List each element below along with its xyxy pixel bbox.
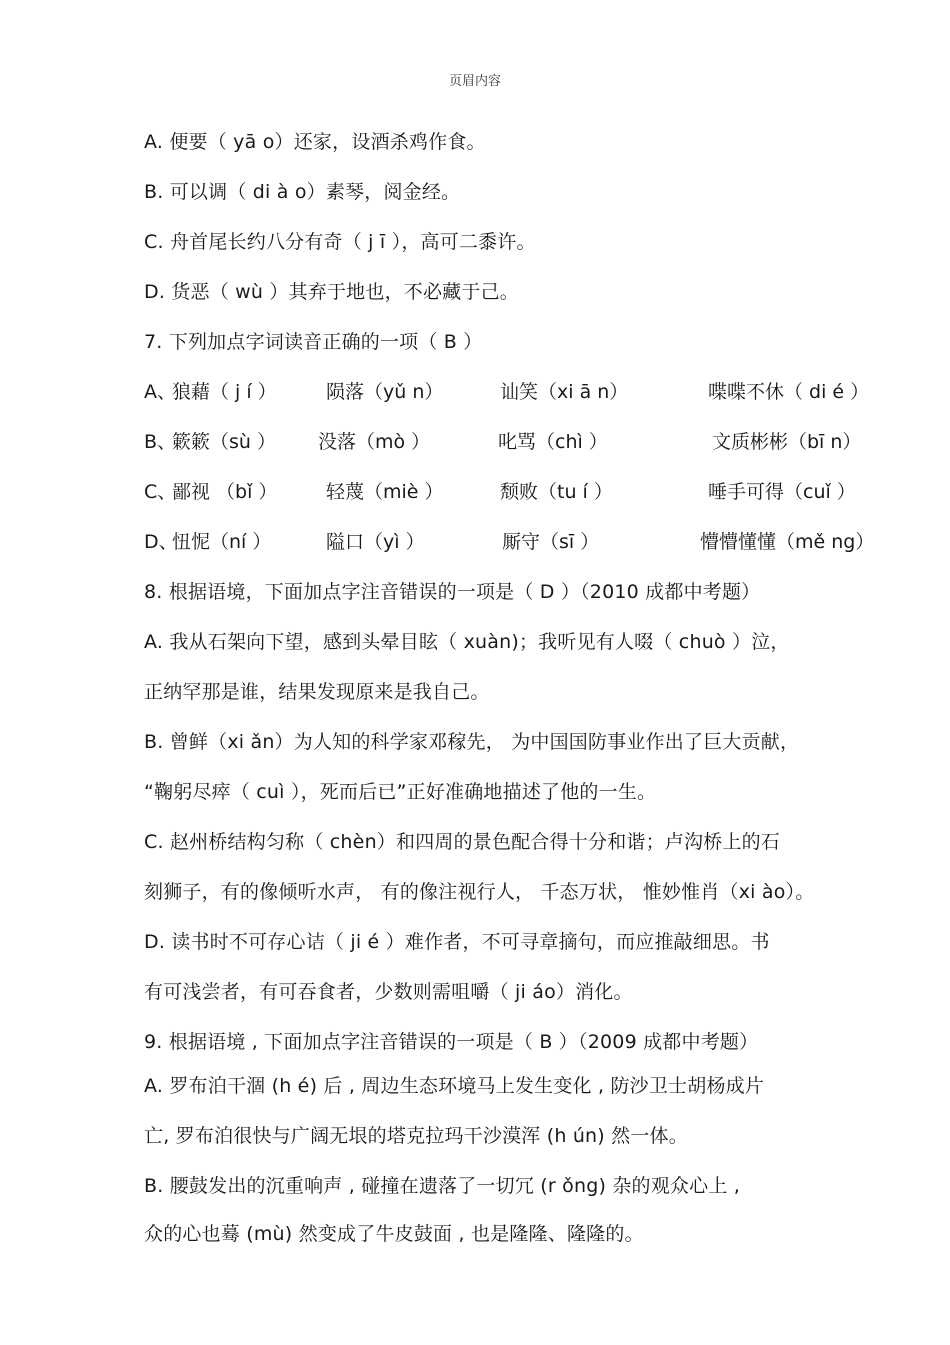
- q6-option-a: A. 便要（ yā o）还家，设酒杀鸡作食。: [144, 131, 486, 153]
- q8-option-b-line2: “鞠躬尽瘁（ cuì ），死而后已”正好准确地描述了他的一生。: [144, 781, 657, 803]
- q7-item: 讪笑（xi ā n）: [500, 381, 629, 403]
- q7-item: 狼藉（ j í ）: [172, 381, 277, 403]
- q8-option-a-line1: A. 我从石架向下望，感到头晕目眩（ xuàn)；我听见有人啜（ chuò ）泣，: [144, 631, 790, 653]
- q8-option-d-line1: D. 读书时不可存心诘（ ji é ）难作者，不可寻章摘句，而应推敲细思。书: [144, 931, 770, 953]
- q9-stem: 9. 根据语境 , 下面加点字注音错误的一项是（ B ）（2009 成都中考题）: [144, 1031, 759, 1053]
- page-header: 页眉内容: [448, 74, 501, 89]
- q7-row-a: [144, 380, 884, 404]
- q7-item: 颓败（tu í ）: [500, 481, 613, 503]
- q9-option-a-line1: A. 罗布泊干涸 (h é) 后 , 周边生态环境马上发生变化 , 防沙卫士胡杨成片: [144, 1075, 765, 1097]
- q7-item: 文质彬彬（bī n）: [712, 431, 862, 453]
- q8-option-d-line2: 有可浅尝者，有可吞食者，少数则需咀嚼（ ji áo）消化。: [144, 981, 633, 1003]
- q7-item: 厮守（sī ）: [502, 531, 600, 553]
- q7-item: 唾手可得（cuǐ ）: [708, 481, 856, 503]
- q7-row-label: B、: [144, 431, 177, 453]
- q7-item: 轻蔑（miè ）: [326, 481, 444, 503]
- q7-row-label: C、: [144, 481, 177, 503]
- q8-option-b-line1: B. 曾鲜（xi ǎn）为人知的科学家邓稼先， 为中国国防事业作出了巨大贡献，: [144, 731, 800, 753]
- q9-option-b-line2: 众的心也蓦 (mù) 然变成了牛皮鼓面 , 也是隆隆、隆隆的。: [144, 1223, 644, 1245]
- q7-row-label: A、: [144, 381, 176, 403]
- q7-row-b: [144, 430, 884, 454]
- q8-option-c-line1: C. 赵州桥结构匀称（ chèn）和四周的景色配合得十分和谐；卢沟桥上的石: [144, 831, 781, 853]
- q7-item: 叱骂（chì ）: [498, 431, 608, 453]
- q7-item: 簌簌（sù ）: [172, 431, 276, 453]
- q9-option-b-line1: B. 腰鼓发出的沉重响声 , 碰撞在遗落了一切冗 (r ǒng) 杂的观众心上 ,: [144, 1175, 740, 1197]
- q7-row-label: D、: [144, 531, 178, 553]
- q7-item: 喋喋不休（ di é ）: [708, 381, 870, 403]
- q8-stem: 8. 根据语境，下面加点字注音错误的一项是（ D ）（2010 成都中考题）: [144, 581, 761, 603]
- q7-row-c: [144, 480, 884, 504]
- q9-option-a-line2: 亡, 罗布泊很快与广阔无垠的塔克拉玛干沙漠浑 (h ún) 然一体。: [144, 1125, 688, 1147]
- q7-item: 陨落（yǔ n）: [326, 381, 444, 403]
- q7-item: 隘口（yì ）: [326, 531, 425, 553]
- q8-option-a-line2: 正纳罕那是谁，结果发现原来是我自己。: [144, 681, 490, 703]
- q7-item: 懵懵懂懂（mě ng）: [700, 531, 875, 553]
- q7-item: 忸怩（ní ）: [172, 531, 272, 553]
- q7-row-d: [144, 530, 884, 554]
- q7-stem: 7. 下列加点字词读音正确的一项（ B ）: [144, 331, 483, 353]
- q8-option-c-line2: 刻狮子，有的像倾听水声， 有的像注视行人， 千态万状， 惟妙惟肖（xi ào）。: [144, 881, 815, 903]
- q7-item: 没落（mò ）: [318, 431, 431, 453]
- q6-option-d: D. 货恶（ wù ）其弃于地也，不必藏于己。: [144, 281, 519, 303]
- q7-item: 鄙视 （bǐ ）: [172, 481, 278, 503]
- q6-option-c: C. 舟首尾长约八分有奇（ j ī ），高可二黍许。: [144, 231, 536, 253]
- q6-option-b: B. 可以调（ di à o）素琴，阅金经。: [144, 181, 461, 203]
